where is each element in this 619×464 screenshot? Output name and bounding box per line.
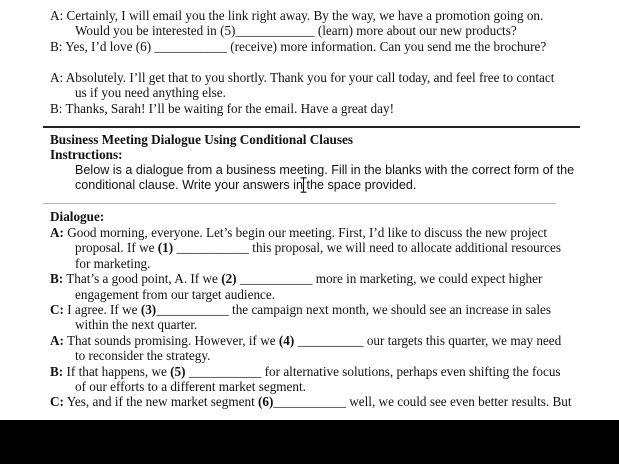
dialogue-text: ___________ for alternative solutions, perhaps even shifting the focus [185, 363, 561, 379]
text-cursor-icon [300, 177, 307, 193]
dialogue-line: A: Absolutely. I’ll get that to you shortly. Thank you for your call today, and feel free to contact [50, 70, 555, 85]
dialogue-text: __________ our targets this quarter, we may need [294, 332, 562, 348]
dialogue-text: ___________ the campaign next month, we should see an increase in sales [156, 302, 551, 317]
dialogue-text: engagement from our target audience. [75, 286, 276, 302]
dialogue-line [50, 394, 572, 409]
dialogue-line [75, 317, 197, 332]
blank-number: (1) [157, 240, 174, 256]
section-divider [43, 126, 580, 128]
instructions-text: Below is a dialogue from a business meeting. Fill in the blanks with the correct form of the [75, 163, 575, 177]
section-title: Business Meeting Dialogue Using Conditional Clauses [50, 132, 353, 147]
dialogue-line: Would you be interested in (5)____________ (learn) more about our new products? [75, 23, 517, 38]
speaker-label: C: [50, 394, 64, 410]
blank-number: (6) [258, 394, 274, 410]
blank-number: (3) [140, 302, 157, 317]
blank-number: (4) [278, 332, 295, 348]
black-bar [0, 420, 619, 464]
dialogue-text: ___________ more in marketing, we could expect higher [236, 271, 543, 287]
instructions-text: conditional clause. Write your answers in the space provided. [75, 178, 417, 192]
dialogue-text: If that happens, we [63, 363, 171, 379]
blank-number: (2) [221, 271, 237, 287]
dialogue-line: B: Yes, I’d love (6) ___________ (receive) more information. Can you send me the brochure? [50, 39, 547, 54]
speaker-label: A: [50, 332, 64, 348]
dialogue-text: ___________ this proposal, we will need to allocate additional resources [173, 240, 561, 256]
dialogue-text: proposal. If we [75, 240, 158, 256]
dialogue-line [75, 379, 306, 394]
dialogue-text: That sounds promising. However, if we [63, 332, 279, 348]
dialogue-line [50, 364, 561, 379]
section-divider-thin [43, 203, 556, 204]
dialogue-text: Good morning, everyone. Let’s begin our meeting. First, I’d like to discuss the new project [63, 225, 547, 240]
dialogue-text: ___________ well, we could see even better results. But [273, 394, 572, 410]
speaker-label: B: [50, 271, 64, 287]
speaker-label: C: [50, 302, 64, 317]
dialogue-line [75, 256, 150, 271]
dialogue-line [50, 271, 542, 286]
speaker-label: A: [50, 225, 64, 240]
dialogue-text: I agree. If we [63, 302, 141, 317]
dialogue-line [75, 240, 561, 255]
dialogue-text: within the next quarter. [75, 317, 198, 333]
dialogue-line [50, 333, 561, 348]
dialogue-text: That’s a good point, A. If we [63, 271, 222, 287]
dialogue-line [50, 302, 551, 317]
dialogue-text: for marketing. [75, 255, 151, 271]
dialogue-line: A: Certainly, I will email you the link right away. By the way, we have a promotion going on. [50, 8, 544, 23]
dialogue-heading: Dialogue: [50, 209, 105, 224]
dialogue-line: us if you need anything else. [75, 85, 226, 100]
dialogue-line: B: Thanks, Sarah! I’ll be waiting for the email. Have a great day! [50, 101, 394, 116]
dialogue-line [75, 287, 275, 302]
blank-number: (5) [170, 363, 186, 379]
speaker-label: B: [50, 363, 64, 379]
dialogue-line [75, 348, 210, 363]
dialogue-line [50, 225, 547, 240]
dialogue-text: Yes, and if the new market segment [63, 394, 259, 410]
instructions-heading: Instructions: [50, 147, 123, 162]
dialogue-text: of our efforts to a different market segment. [75, 379, 306, 394]
dialogue-text: to reconsider the strategy. [75, 348, 211, 364]
